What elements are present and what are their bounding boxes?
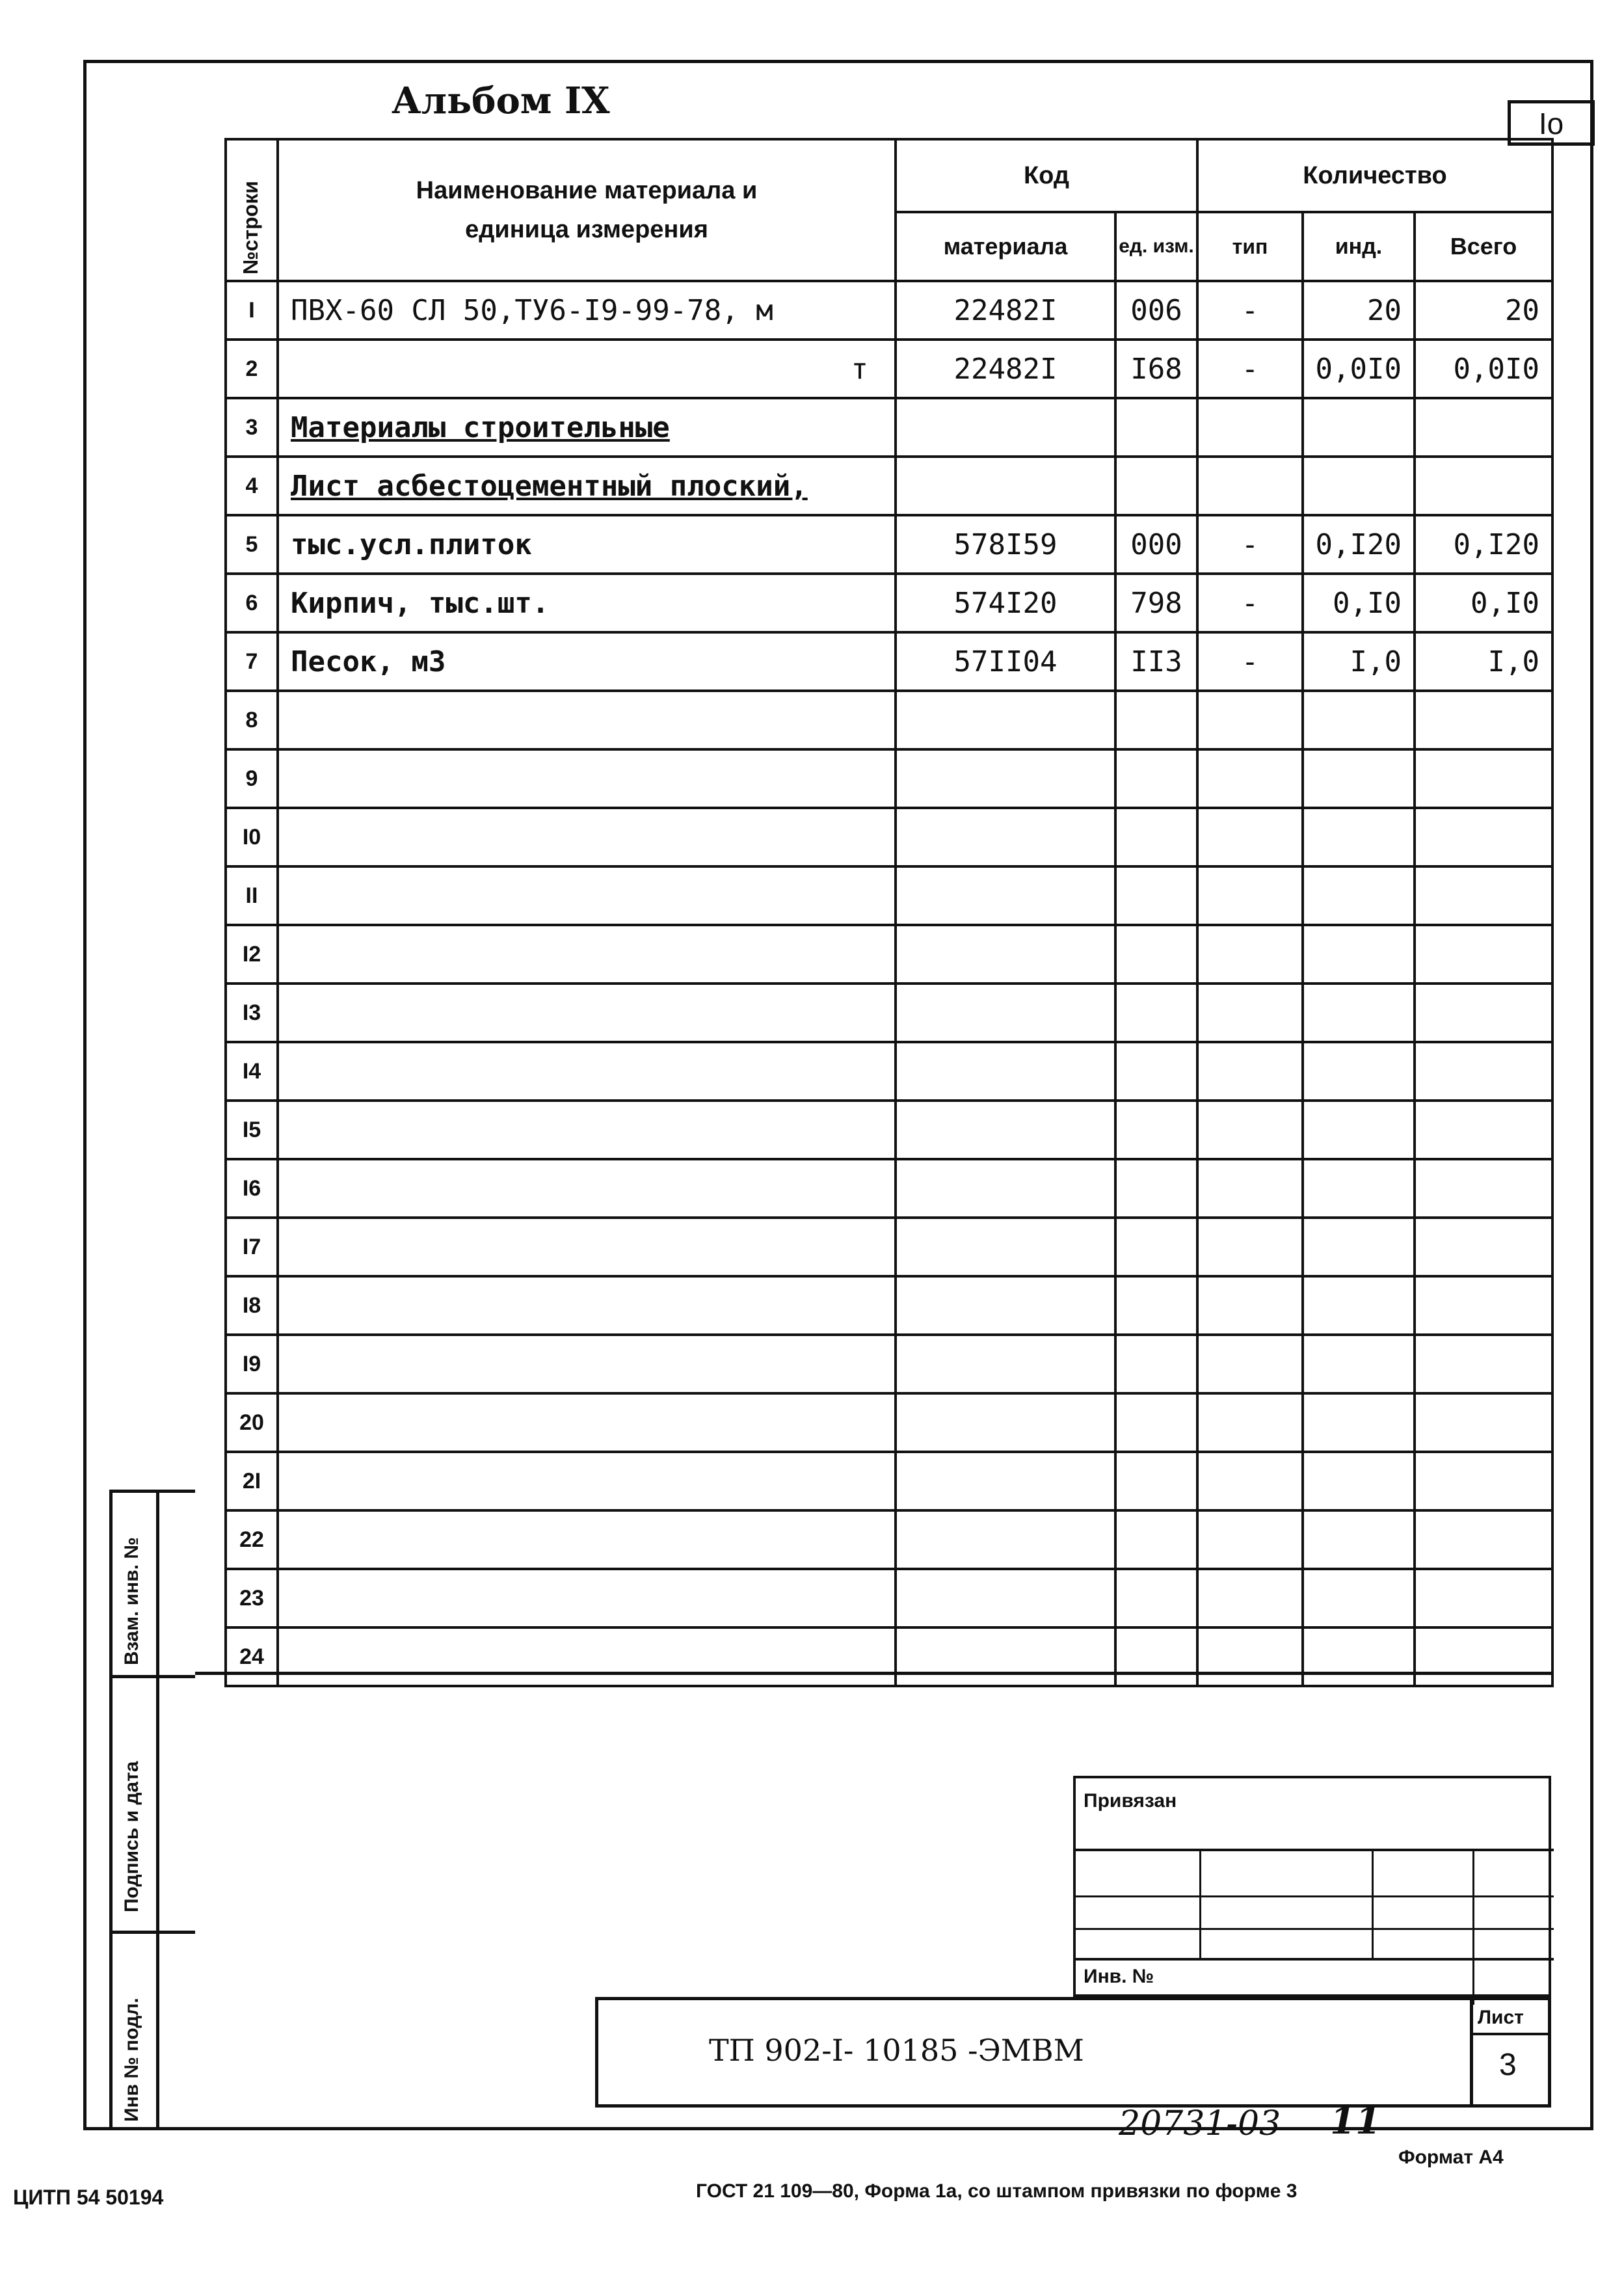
code-header: Код	[896, 139, 1197, 212]
material-code	[896, 1510, 1115, 1569]
ind-value	[1303, 749, 1415, 808]
material-name: Материалы строительные	[278, 398, 896, 457]
table-row	[226, 749, 1552, 808]
material-code: 57II04	[896, 632, 1115, 691]
row-number: I6	[226, 1159, 278, 1218]
table-row	[226, 574, 1552, 632]
privyazan-stamp	[1073, 1776, 1551, 1997]
row-number: 7	[226, 632, 278, 691]
unit-code: II3	[1115, 632, 1197, 691]
total-value	[1415, 1335, 1552, 1393]
material-code	[896, 691, 1115, 749]
material-code	[896, 1335, 1115, 1393]
material-code	[896, 1393, 1115, 1452]
material-name	[278, 1276, 896, 1335]
vzam-label: Взам. инв. №	[121, 1537, 142, 1665]
ind-subheader: инд.	[1303, 212, 1415, 281]
total-value	[1415, 1569, 1552, 1627]
ind-value	[1303, 1276, 1415, 1335]
table-row	[226, 1159, 1552, 1218]
sheet-number: Io	[1508, 100, 1595, 146]
total-value	[1415, 691, 1552, 749]
row-number-header	[226, 139, 278, 281]
total-value: 0,0I0	[1415, 340, 1552, 398]
unit-subheader: ед. изм.	[1115, 212, 1197, 281]
row-number: I8	[226, 1276, 278, 1335]
type-value	[1197, 1101, 1303, 1159]
table-row	[226, 1510, 1552, 1569]
table-row	[226, 808, 1552, 866]
material-name	[278, 866, 896, 925]
unit-code	[1115, 1276, 1197, 1335]
material-code	[896, 1101, 1115, 1159]
material-name	[278, 1393, 896, 1452]
material-name	[278, 1510, 896, 1569]
material-name	[278, 925, 896, 984]
material-name: т	[278, 340, 896, 398]
type-value: -	[1197, 632, 1303, 691]
unit-code	[1115, 1569, 1197, 1627]
type-value: -	[1197, 574, 1303, 632]
unit-code	[1115, 398, 1197, 457]
table-row	[226, 984, 1552, 1042]
table-row	[226, 1335, 1552, 1393]
ind-value: 20	[1303, 281, 1415, 340]
unit-code	[1115, 749, 1197, 808]
total-value	[1415, 1042, 1552, 1101]
total-value	[1415, 808, 1552, 866]
material-code: 22482I	[896, 281, 1115, 340]
material-name: ПВХ-60 СЛ 50,ТУ6-I9-99-78, м	[278, 281, 896, 340]
table-row	[226, 691, 1552, 749]
ind-value	[1303, 866, 1415, 925]
type-value: -	[1197, 340, 1303, 398]
material-code: 22482I	[896, 340, 1115, 398]
ind-value	[1303, 925, 1415, 984]
org-code: ЦИТП 54 50194	[13, 2186, 164, 2209]
ind-value	[1303, 1159, 1415, 1218]
ind-value	[1303, 398, 1415, 457]
table-row	[226, 1042, 1552, 1101]
unit-code	[1115, 1452, 1197, 1510]
materials-table	[224, 138, 1554, 1687]
row-number: 24	[226, 1627, 278, 1686]
row-number: I7	[226, 1218, 278, 1276]
total-value	[1415, 1276, 1552, 1335]
material-code	[896, 1042, 1115, 1101]
type-value: -	[1197, 281, 1303, 340]
row-number: 22	[226, 1510, 278, 1569]
ind-value: 0,I20	[1303, 515, 1415, 574]
total-value	[1415, 1218, 1552, 1276]
total-value	[1415, 1452, 1552, 1510]
privyazan-label: Привязан	[1084, 1790, 1177, 1812]
designation: ТП 902-I- 10185 -ЭМВМ	[709, 2033, 1084, 2068]
type-value	[1197, 1510, 1303, 1569]
row-number: I	[226, 281, 278, 340]
album-title: Альбом IX	[392, 79, 610, 122]
gost-note: ГОСТ 21 109—80, Форма 1а, со штампом привязки по форме 3	[696, 2180, 1298, 2202]
material-name: Кирпич, тыс.шт.	[278, 574, 896, 632]
material-name	[278, 1335, 896, 1393]
unit-code	[1115, 866, 1197, 925]
material-name	[278, 1042, 896, 1101]
table-row	[226, 632, 1552, 691]
ind-value	[1303, 1218, 1415, 1276]
quantity-header: Количество	[1197, 139, 1552, 212]
ind-value	[1303, 808, 1415, 866]
type-value	[1197, 1452, 1303, 1510]
type-value	[1197, 808, 1303, 866]
unit-code: 000	[1115, 515, 1197, 574]
table-row	[226, 1627, 1552, 1686]
material-name	[278, 1101, 896, 1159]
row-number: 2	[226, 340, 278, 398]
material-name: Песок, м3	[278, 632, 896, 691]
row-number: 23	[226, 1569, 278, 1627]
row-number: 3	[226, 398, 278, 457]
side-strip-top	[109, 1490, 195, 1493]
material-code	[896, 749, 1115, 808]
type-value	[1197, 691, 1303, 749]
name-header	[278, 139, 896, 281]
table-row	[226, 398, 1552, 457]
type-value	[1197, 984, 1303, 1042]
material-code	[896, 457, 1115, 515]
type-value	[1197, 1218, 1303, 1276]
material-code: 578I59	[896, 515, 1115, 574]
total-value	[1415, 1101, 1552, 1159]
table-row	[226, 1393, 1552, 1452]
row-number: 8	[226, 691, 278, 749]
ind-value	[1303, 457, 1415, 515]
table-row	[226, 1452, 1552, 1510]
table-row	[226, 1569, 1552, 1627]
ind-value	[1303, 1569, 1415, 1627]
row-number: 2I	[226, 1452, 278, 1510]
podpis-label: Подпись и дата	[121, 1761, 142, 1912]
material-name	[278, 1569, 896, 1627]
table-row	[226, 1218, 1552, 1276]
table-row	[226, 925, 1552, 984]
material-code-subheader: материала	[896, 212, 1115, 281]
row-number: 4	[226, 457, 278, 515]
name-header-label: Наименование материала и единица измерения	[416, 177, 758, 243]
unit-code: 798	[1115, 574, 1197, 632]
row-number: I9	[226, 1335, 278, 1393]
total-value	[1415, 457, 1552, 515]
material-code	[896, 808, 1115, 866]
row-number: 6	[226, 574, 278, 632]
row-number: 20	[226, 1393, 278, 1452]
ind-value	[1303, 691, 1415, 749]
type-value	[1197, 1569, 1303, 1627]
unit-code	[1115, 1042, 1197, 1101]
material-code: 574I20	[896, 574, 1115, 632]
unit-code	[1115, 457, 1197, 515]
material-name	[278, 1218, 896, 1276]
total-value	[1415, 984, 1552, 1042]
material-code	[896, 1276, 1115, 1335]
unit-code	[1115, 1159, 1197, 1218]
type-value	[1197, 1159, 1303, 1218]
row-number: I4	[226, 1042, 278, 1101]
material-code	[896, 984, 1115, 1042]
unit-code	[1115, 1335, 1197, 1393]
total-value: 20	[1415, 281, 1552, 340]
row-number-label: №строки	[239, 181, 262, 274]
ind-value	[1303, 1335, 1415, 1393]
type-value	[1197, 1335, 1303, 1393]
total-value	[1415, 866, 1552, 925]
ind-value	[1303, 984, 1415, 1042]
material-name	[278, 691, 896, 749]
unit-code	[1115, 984, 1197, 1042]
material-name	[278, 1627, 896, 1686]
side-strip-border	[109, 1490, 113, 2130]
format-label: Формат А4	[1398, 2147, 1504, 2168]
material-code	[896, 1627, 1115, 1686]
row-number: 9	[226, 749, 278, 808]
ind-value: 0,I0	[1303, 574, 1415, 632]
sheet-label: Лист	[1478, 2007, 1524, 2028]
total-value: 0,I20	[1415, 515, 1552, 574]
row-number: I3	[226, 984, 278, 1042]
unit-code	[1115, 1510, 1197, 1569]
ind-value: I,0	[1303, 632, 1415, 691]
sheet-value: 3	[1499, 2048, 1517, 2082]
ind-value	[1303, 1042, 1415, 1101]
unit-code	[1115, 691, 1197, 749]
total-subheader: Всего	[1415, 212, 1552, 281]
unit-code	[1115, 1393, 1197, 1452]
type-value	[1197, 457, 1303, 515]
total-value	[1415, 1393, 1552, 1452]
table-row	[226, 866, 1552, 925]
material-name: Лист асбестоцементный плоский,	[278, 457, 896, 515]
type-value: -	[1197, 515, 1303, 574]
material-name	[278, 984, 896, 1042]
unit-code	[1115, 925, 1197, 984]
type-subheader: тип	[1197, 212, 1303, 281]
total-value: I,0	[1415, 632, 1552, 691]
total-value	[1415, 1159, 1552, 1218]
unit-code	[1115, 808, 1197, 866]
material-name	[278, 808, 896, 866]
table-row	[226, 340, 1552, 398]
material-name: тыс.усл.плиток	[278, 515, 896, 574]
type-value	[1197, 1393, 1303, 1452]
material-name	[278, 1159, 896, 1218]
total-value	[1415, 749, 1552, 808]
material-code	[896, 1218, 1115, 1276]
handwritten-sheet: 11	[1330, 2100, 1381, 2143]
row-number: 5	[226, 515, 278, 574]
type-value	[1197, 866, 1303, 925]
inv-no-label: Инв. №	[1084, 1966, 1154, 1987]
table-row	[226, 457, 1552, 515]
material-code	[896, 1569, 1115, 1627]
row-number: II	[226, 866, 278, 925]
row-number: I5	[226, 1101, 278, 1159]
total-value: 0,I0	[1415, 574, 1552, 632]
type-value	[1197, 1042, 1303, 1101]
ind-value	[1303, 1101, 1415, 1159]
table-row	[226, 281, 1552, 340]
type-value	[1197, 1276, 1303, 1335]
material-code	[896, 1159, 1115, 1218]
ind-value	[1303, 1393, 1415, 1452]
table-bottom-border	[195, 1672, 1551, 1675]
material-name	[278, 749, 896, 808]
material-name	[278, 1452, 896, 1510]
table-row	[226, 515, 1552, 574]
row-number: I0	[226, 808, 278, 866]
type-value	[1197, 749, 1303, 808]
unit-code	[1115, 1218, 1197, 1276]
material-code	[896, 925, 1115, 984]
total-value	[1415, 1627, 1552, 1686]
table-row	[226, 1101, 1552, 1159]
total-value	[1415, 398, 1552, 457]
ind-value: 0,0I0	[1303, 340, 1415, 398]
total-value	[1415, 1510, 1552, 1569]
unit-code	[1115, 1101, 1197, 1159]
unit-code: 006	[1115, 281, 1197, 340]
handwritten-code: 20731-03	[1119, 2104, 1281, 2143]
material-code	[896, 866, 1115, 925]
ind-value	[1303, 1452, 1415, 1510]
unit-code: I68	[1115, 340, 1197, 398]
type-value	[1197, 1627, 1303, 1686]
side-divider-1	[109, 1675, 195, 1678]
side-divider-2	[109, 1931, 195, 1934]
ind-value	[1303, 1627, 1415, 1686]
ind-value	[1303, 1510, 1415, 1569]
inv-podl-label: Инв № подл.	[121, 1998, 142, 2122]
type-value	[1197, 398, 1303, 457]
type-value	[1197, 925, 1303, 984]
material-code	[896, 398, 1115, 457]
table-row	[226, 1276, 1552, 1335]
row-number: I2	[226, 925, 278, 984]
total-value	[1415, 925, 1552, 984]
material-code	[896, 1452, 1115, 1510]
unit-code	[1115, 1627, 1197, 1686]
side-strip-inner-border	[156, 1490, 159, 2130]
title-block	[595, 1997, 1551, 2108]
